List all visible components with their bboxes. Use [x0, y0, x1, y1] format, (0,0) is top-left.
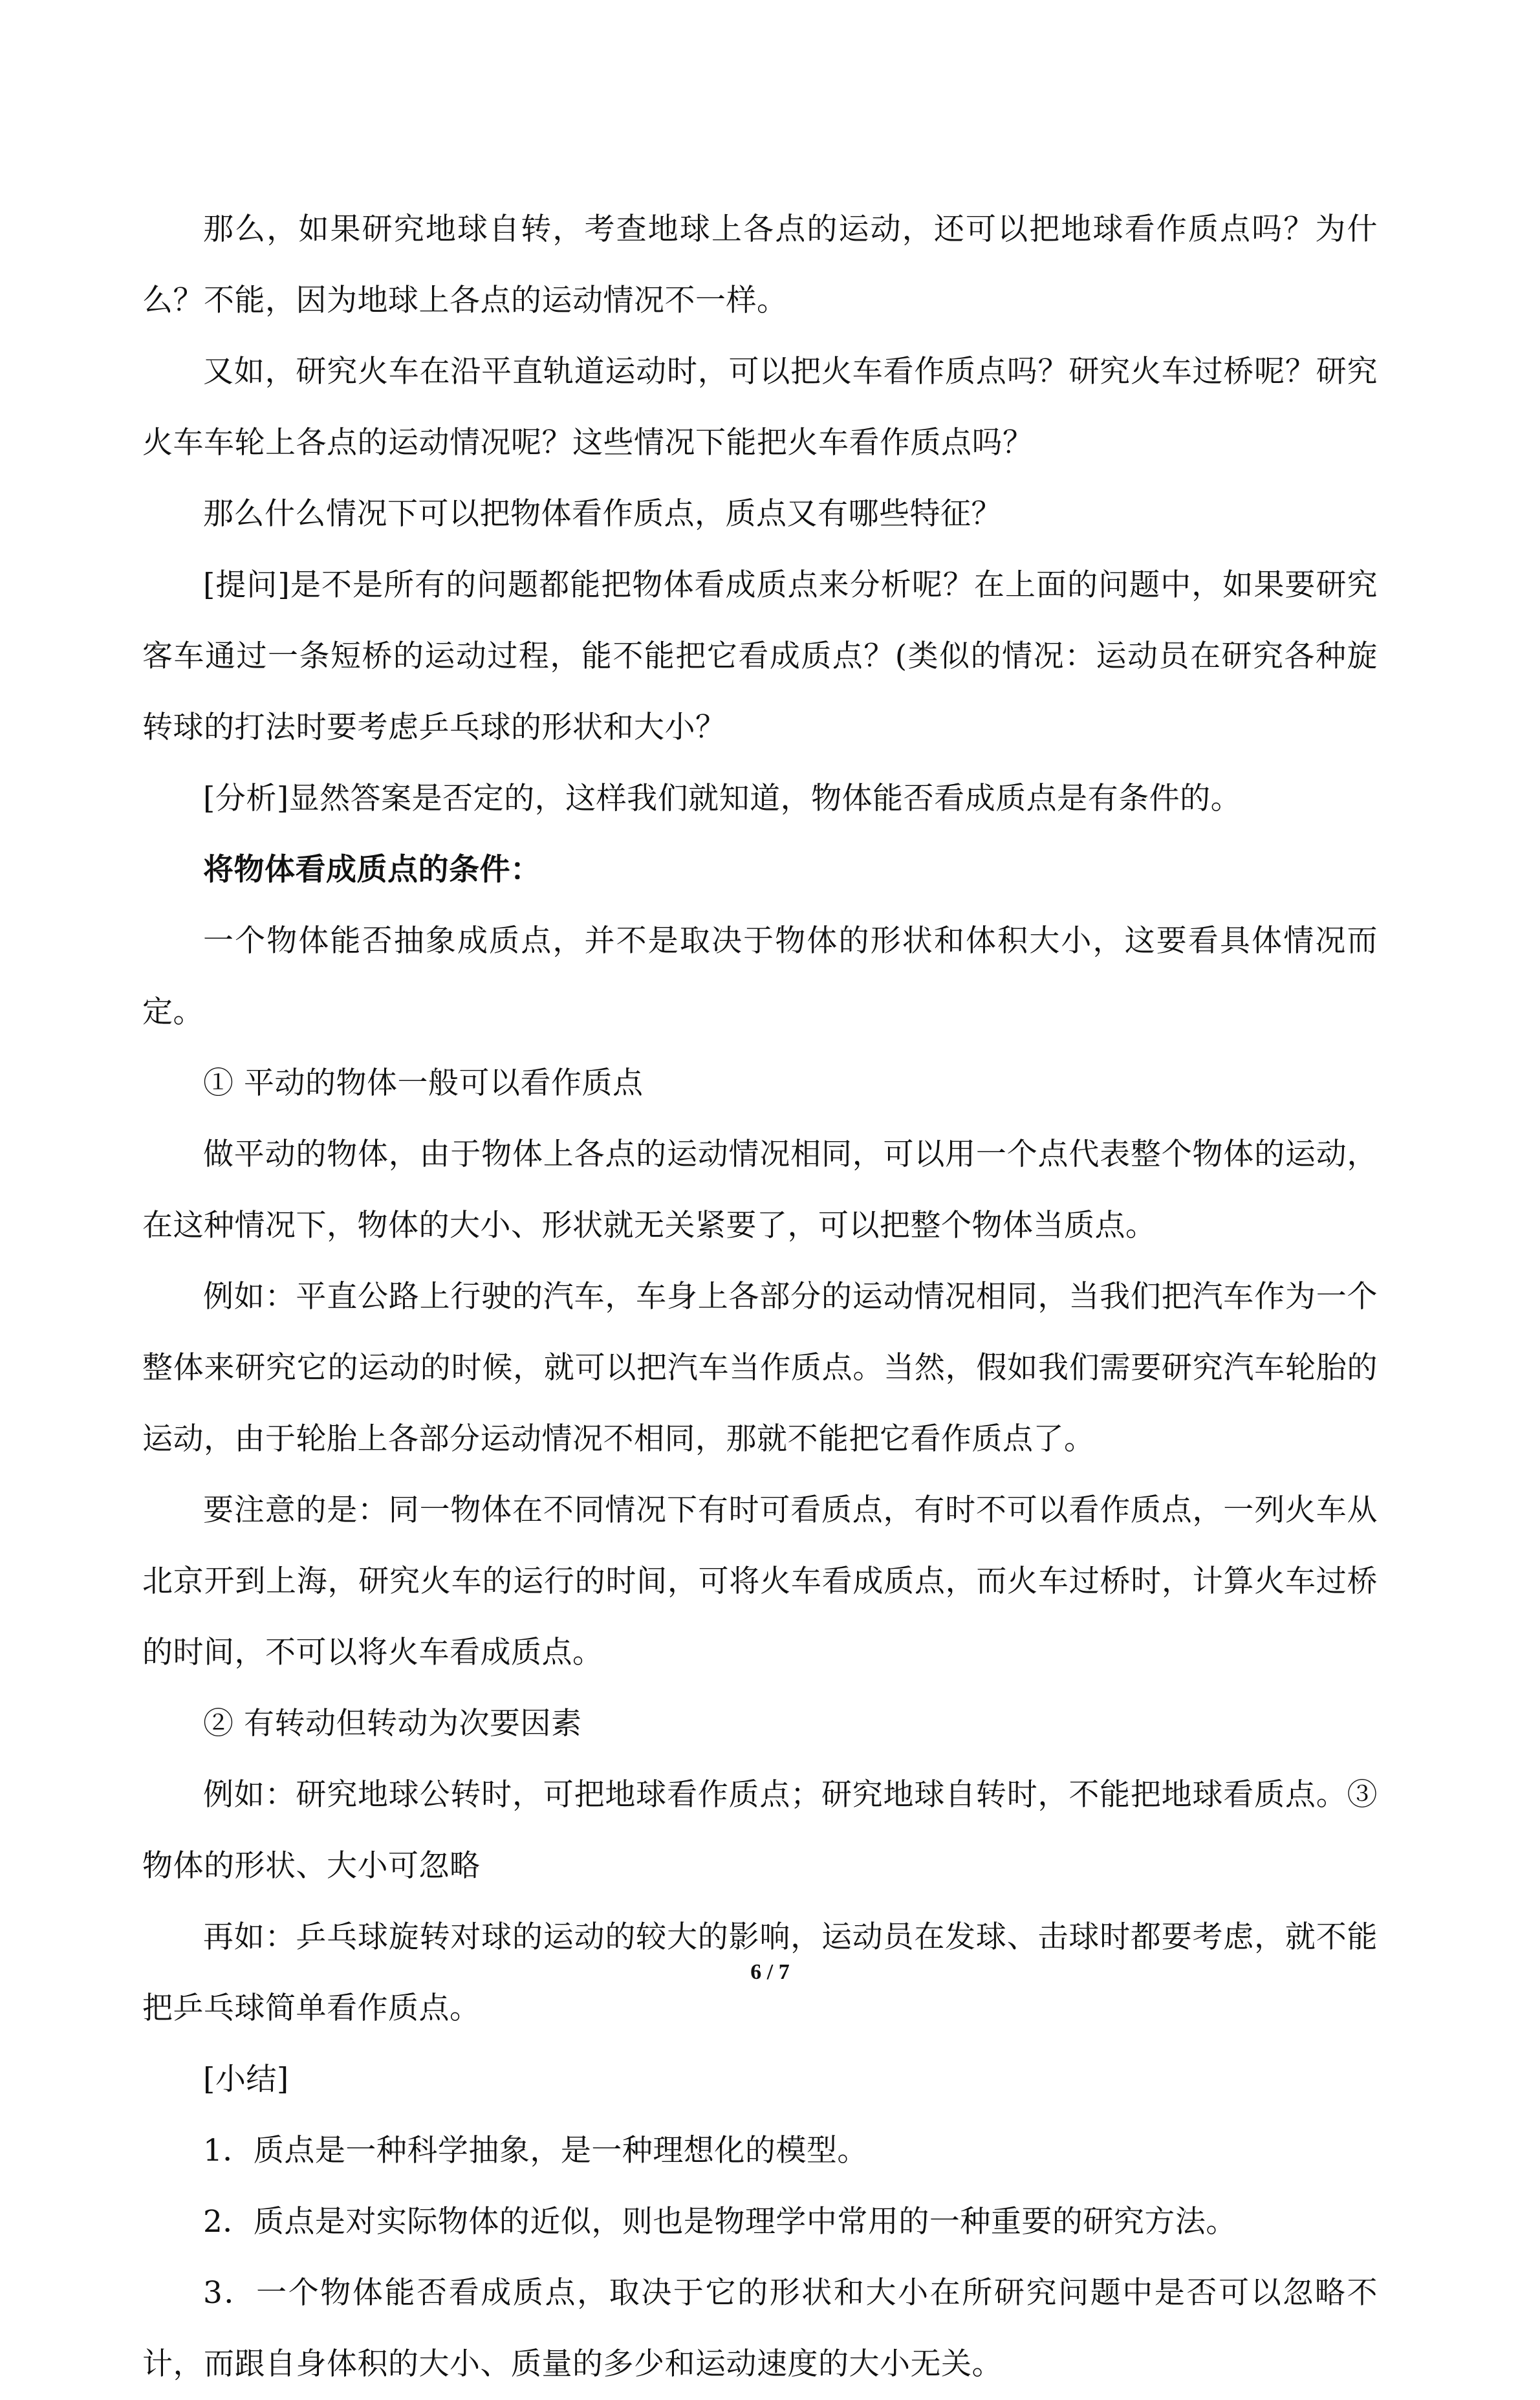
list-item-2: ② 有转动但转动为次要因素 [203, 1706, 582, 1741]
list-item-1: ① 平动的物体一般可以看作质点 [203, 1065, 644, 1101]
paragraph-11: 要注意的是：同一物体在不同情况下有时可看质点，有时不可以看作质点，一列火车从北京开到上海，研究火车的运行的时间，可将火车看成质点，而火车过桥时，计算火车过桥的时间，不可以将火车看成质点。 [142, 1492, 1378, 1670]
paragraph-4: [提问]是不是所有的问题都能把物体看成质点来分析呢？在上面的问题中，如果要研究客车通过一条短桥的运动过程，能不能把它看成质点？(类似的情况：运动员在研究各种旋转球的打法时要考虑乒乓球的形状和大小？ [142, 567, 1378, 745]
summary-heading: [小结] [203, 2062, 289, 2097]
paragraph-2: 又如，研究火车在沿平直轨道运动时，可以把火车看作质点吗？研究火车过桥呢？研究火车车轮上各点的运动情况呢？这些情况下能把火车看作质点吗？ [142, 354, 1378, 461]
paragraph-10: 例如：平直公路上行驶的汽车，车身上各部分的运动情况相同，当我们把汽车作为一个整体来研究它的运动的时候，就可以把汽车当作质点。当然，假如我们需要研究汽车轮胎的运动，由于轮胎上各部分运动情况不相同，那就不能把它看作质点了。 [142, 1279, 1378, 1457]
paragraph-9: 做平动的物体，由于物体上各点的运动情况相同，可以用一个点代表整个物体的运动，在这种情况下，物体的大小、形状就无关紧要了，可以把整个物体当质点。 [142, 1137, 1378, 1243]
summary-item-3: 3．一个物体能否看成质点，取决于它的形状和大小在所研究问题中是否可以忽略不计，而跟自身体积的大小、质量的多少和运动速度的大小无关。 [142, 2275, 1378, 2382]
page-number: 6 / 7 [750, 1960, 790, 1984]
paragraph-1: 那么，如果研究地球自转，考查地球上各点的运动，还可以把地球看作质点吗？为什么？不能，因为地球上各点的运动情况不一样。 [142, 212, 1378, 318]
summary-item-2: 2．质点是对实际物体的近似，则也是物理学中常用的一种重要的研究方法。 [203, 2204, 1237, 2240]
paragraph-3: 那么什么情况下可以把物体看作质点，质点又有哪些特征？ [203, 496, 1002, 532]
paragraph-7: 一个物体能否抽象成质点，并不是取决于物体的形状和体积大小，这要看具体情况而定。 [142, 923, 1378, 1030]
section-heading: 将物体看成质点的条件： [203, 852, 541, 888]
document-body [142, 194, 1378, 2400]
summary-item-1: 1．质点是一种科学抽象，是一种理想化的模型。 [203, 2133, 868, 2168]
paragraph-5: [分析]显然答案是否定的，这样我们就知道，物体能否看成质点是有条件的。 [203, 781, 1242, 816]
paragraph-13: 例如：研究地球公转时，可把地球看作质点；研究地球自转时，不能把地球看质点。③物体的形状、大小可忽略 [142, 1777, 1378, 1884]
paragraph-14: 再如：乒乓球旋转对球的运动的较大的影响，运动员在发球、击球时都要考虑，就不能把乒乓球简单看作质点。 [142, 1919, 1378, 2026]
